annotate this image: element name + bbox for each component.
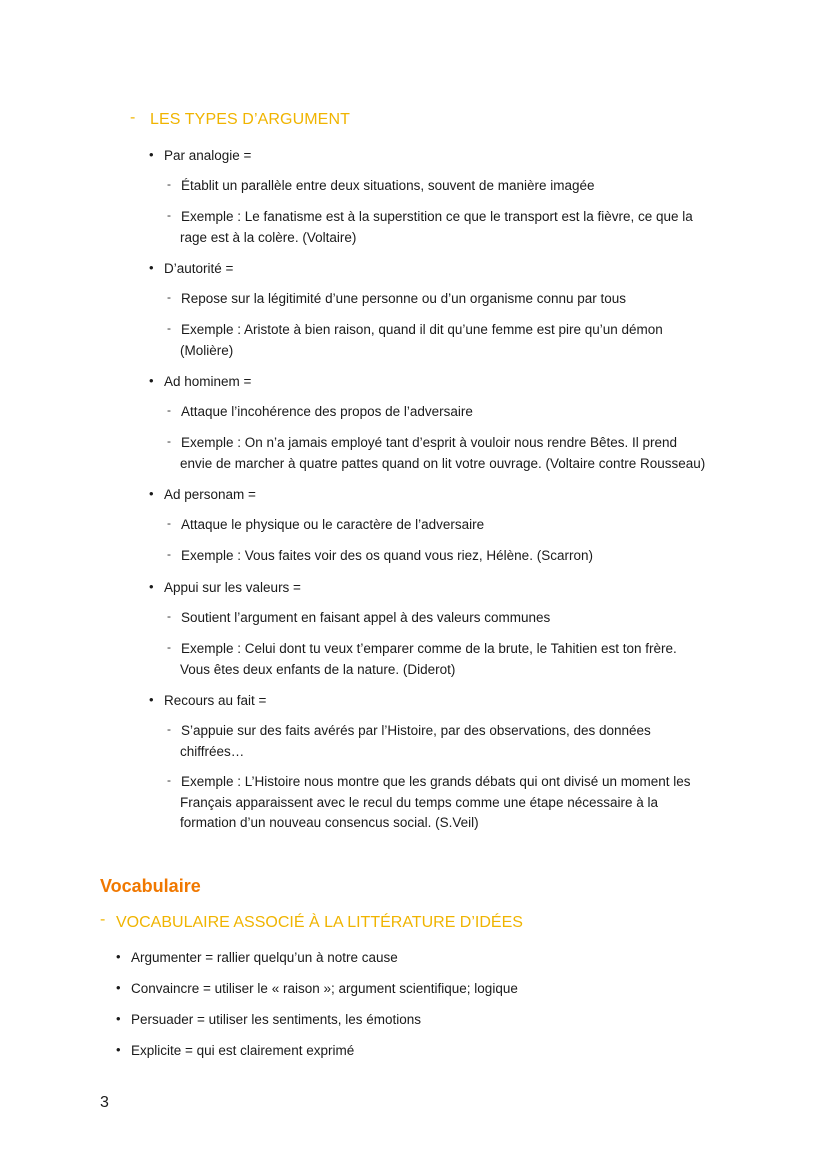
heading-dash: - [130,109,136,126]
argument-type-label: Appui sur les valeurs = [164,580,301,595]
sub-dash-icon: - [167,722,171,736]
argument-type-label: Ad personam = [164,487,256,502]
bullet-icon: • [149,373,154,388]
sub-dash-icon: - [167,516,171,530]
sub-dash-icon: - [167,547,171,561]
sub-item-line: chiffrées… [180,743,245,759]
argument-type-label: Par analogie = [164,148,252,163]
bullet-icon: • [149,579,154,594]
sub-dash-icon: - [167,640,171,654]
heading-text: LES TYPES D’ARGUMENT [150,111,350,128]
sub-dash-icon: - [167,290,171,304]
sub-item-line: Français apparaissent avec le recul du temps comme une étape nécessaire à la [180,794,659,810]
sub-item-line: Exemple : L’Histoire nous montre que les grands débats qui ont divisé un moment les [181,774,691,789]
vocabulary-item: Persuader = utiliser les sentiments, les émotions [131,1012,422,1027]
bullet-icon: • [116,1011,121,1026]
sub-item-line: Exemple : Le fanatisme est à la superstition ce que le transport est la fièvre, ce que la [181,209,693,224]
bullet-icon: • [116,1042,121,1057]
bullet-icon: • [149,147,154,162]
sub-item-line: Attaque le physique ou le caractère de l’adversaire [181,517,485,532]
page-number: 3 [100,1094,109,1111]
bullet-icon: • [116,949,121,964]
sub-item-line: Soutient l’argument en faisant appel à des valeurs communes [181,610,551,625]
sub-item-line: Vous êtes deux enfants de la nature. (Diderot) [180,661,456,677]
sub-item-line: formation d’un nouveau consencus social. (S.Veil) [180,815,479,830]
bullet-icon: • [149,486,154,501]
sub-dash-icon: - [167,773,171,787]
sub-dash-icon: - [167,434,171,448]
sub-item-line: Exemple : Celui dont tu veux t’emparer comme de la brute, le Tahitien est ton frère. [181,641,677,656]
bullet-icon: • [149,260,154,275]
argument-type-label: D’autorité = [164,261,234,276]
sub-item-line: Exemple : Vous faites voir des os quand vous riez, Hélène. (Scarron) [181,548,593,563]
sub-item-line: Établit un parallèle entre deux situations, souvent de manière imagée [181,178,595,193]
sub-item-line: S’appuie sur des faits avérés par l’Histoire, par des observations, des données [181,723,651,738]
vocabulary-item: Convaincre = utiliser le « raison »; argument scientifique; logique [131,981,518,996]
argument-type-label: Recours au fait = [164,693,267,708]
heading-text: VOCABULAIRE ASSOCIÉ À LA LITTÉRATURE D’IDÉES [116,914,523,931]
sub-item-line: envie de marcher à quatre pattes quand on lit votre ouvrage. (Voltaire contre Rousseau) [180,455,706,471]
bullet-icon: • [116,980,121,995]
section-title-vocabulaire: Vocabulaire [100,876,201,896]
sub-item-line: Attaque l’incohérence des propos de l’adversaire [181,404,473,419]
sub-item-line: rage est à la colère. (Voltaire) [180,229,357,245]
sub-dash-icon: - [167,321,171,335]
sub-dash-icon: - [167,177,171,191]
heading-dash: - [100,911,106,928]
sub-dash-icon: - [167,208,171,222]
argument-type-label: Ad hominem = [164,374,252,389]
sub-item-line: (Molière) [180,342,234,358]
sub-item-line: Repose sur la légitimité d’une personne ou d’un organisme connu par tous [181,291,627,306]
vocabulary-item: Argumenter = rallier quelqu’un à notre cause [131,950,398,965]
sub-item-line: Exemple : On n’a jamais employé tant d’esprit à vouloir nous rendre Bêtes. Il prend [181,435,678,450]
sub-dash-icon: - [167,609,171,623]
sub-dash-icon: - [167,403,171,417]
vocabulary-item: Explicite = qui est clairement exprimé [131,1043,355,1058]
bullet-icon: • [149,692,154,707]
sub-item-line: Exemple : Aristote à bien raison, quand il dit qu’une femme est pire qu’un démon [181,322,663,337]
